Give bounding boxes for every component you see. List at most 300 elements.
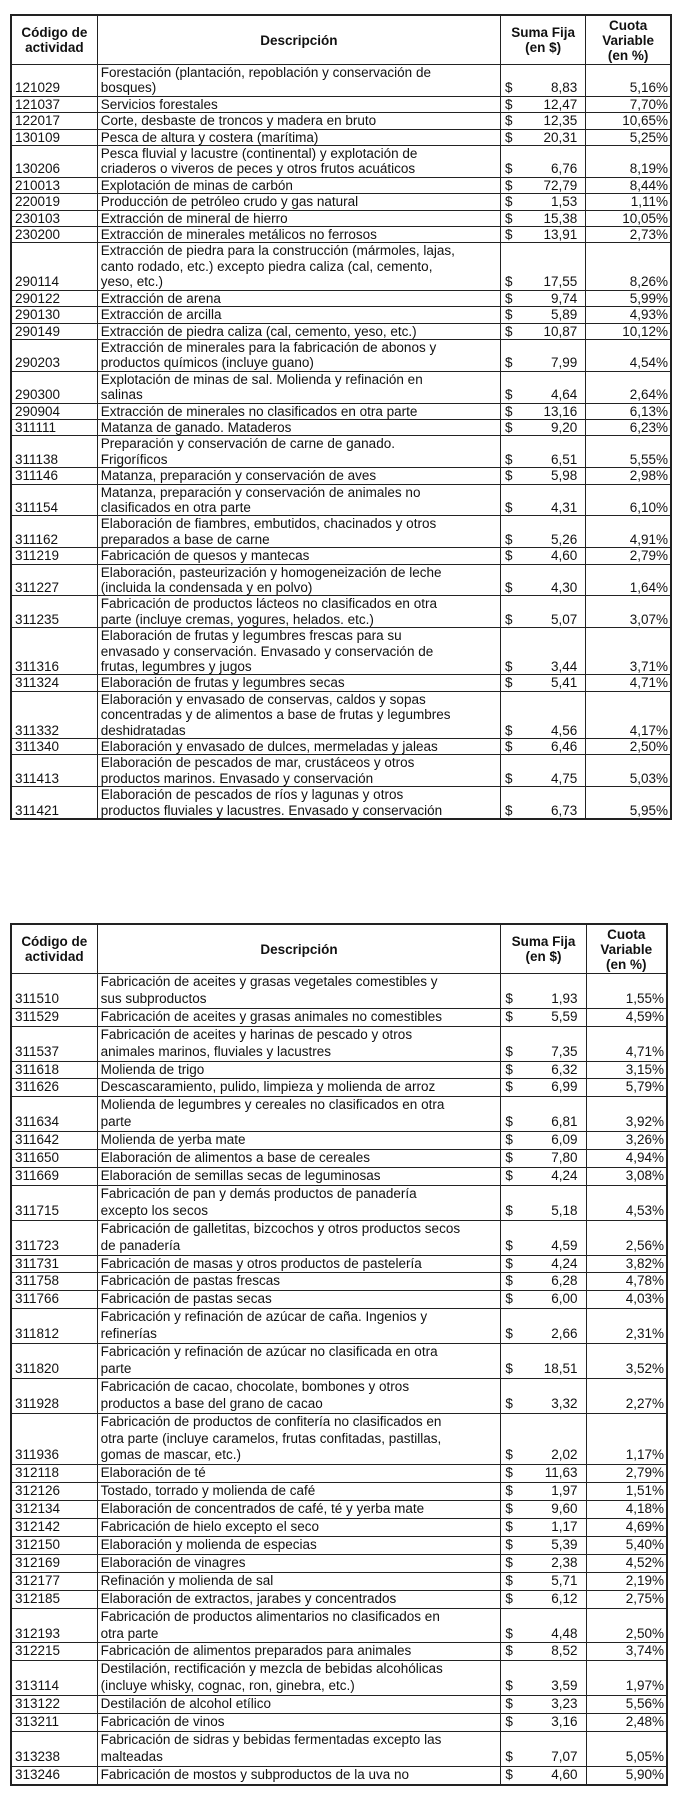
fixed-amount-value: 1,53 xyxy=(550,194,578,210)
fixed-amount xyxy=(501,194,586,210)
activity-code: 311111 xyxy=(11,419,97,435)
variable-rate: 4,03% xyxy=(586,1291,667,1309)
currency-symbol: $ xyxy=(505,1360,513,1376)
activity-code: 290300 xyxy=(11,371,97,403)
description-line: Matanza, preparación y conservación de animales no xyxy=(100,484,421,500)
description-line: preparados a base de carne xyxy=(100,531,270,547)
description-line: Fabricación de productos alimentarios no clasificados en xyxy=(100,1608,440,1624)
currency-symbol: $ xyxy=(505,290,513,306)
table-row xyxy=(11,787,671,819)
activity-code: 312177 xyxy=(11,1572,97,1590)
table-row xyxy=(11,1714,667,1732)
variable-rate: 10,65% xyxy=(586,113,671,129)
currency-symbol: $ xyxy=(505,1132,513,1148)
description-line: bosques) xyxy=(100,80,157,96)
activity-description xyxy=(97,1097,501,1132)
fixed-amount xyxy=(501,96,586,112)
currency-symbol: $ xyxy=(505,1114,513,1130)
fixed-amount-value: 3,23 xyxy=(551,1696,578,1712)
fixed-amount xyxy=(501,787,586,819)
fixed-amount-value: 2,02 xyxy=(551,1447,578,1463)
fixed-amount-value: 3,32 xyxy=(551,1395,578,1411)
variable-rate: 5,05% xyxy=(586,1731,667,1766)
table-row xyxy=(11,1185,667,1220)
currency-symbol: $ xyxy=(505,1678,513,1694)
description-line: Fabricación de pan y demás productos de panadería xyxy=(100,1185,417,1201)
fixed-amount-value: 4,60 xyxy=(551,1766,578,1782)
variable-rate: 2,56% xyxy=(586,1220,667,1255)
currency-symbol: $ xyxy=(505,210,513,226)
table-row xyxy=(11,564,671,596)
fixed-amount xyxy=(501,323,586,339)
activity-code: 311154 xyxy=(11,484,97,516)
description-line: Elaboración, pasteurización y homogeneización de leche xyxy=(100,564,442,580)
description-line: excepto los secos xyxy=(100,1202,208,1218)
table-row xyxy=(11,1661,667,1696)
table-row xyxy=(11,1766,667,1784)
activity-code: 230103 xyxy=(11,210,97,226)
variable-rate: 1,11% xyxy=(586,194,671,210)
table-row xyxy=(11,1413,667,1465)
activity-code: 311146 xyxy=(11,468,97,484)
currency-symbol: $ xyxy=(505,1447,513,1463)
description-line: parte (incluye cremas, yogures, helados. etc.) xyxy=(100,611,374,627)
activity-code: 311634 xyxy=(11,1097,97,1132)
variable-rate: 5,90% xyxy=(586,1766,667,1784)
currency-symbol: $ xyxy=(505,194,513,210)
variable-rate: 6,13% xyxy=(586,403,671,419)
header-description: Descripción xyxy=(97,924,501,974)
table-row xyxy=(11,1731,667,1766)
description-line: Destilación de alcohol etílico xyxy=(100,1696,271,1712)
variable-rate: 1,51% xyxy=(586,1483,667,1501)
description-line: Destilación, rectificación y mezcla de bebidas alcohólicas xyxy=(100,1661,443,1677)
fixed-amount xyxy=(501,1696,586,1714)
fixed-amount xyxy=(501,564,586,596)
fixed-amount xyxy=(501,1483,586,1501)
table-header-row xyxy=(11,15,671,65)
fixed-amount xyxy=(501,1608,586,1643)
fixed-amount xyxy=(501,739,586,755)
currency-symbol: $ xyxy=(505,739,513,755)
description-line: refinerías xyxy=(100,1326,157,1342)
variable-rate: 5,03% xyxy=(586,755,671,787)
currency-symbol: $ xyxy=(505,1537,513,1552)
activity-code: 311928 xyxy=(11,1378,97,1413)
currency-symbol: $ xyxy=(505,1643,513,1659)
table-row xyxy=(11,1026,667,1061)
activity-description xyxy=(97,1291,501,1309)
currency-symbol: $ xyxy=(505,1483,513,1499)
description-line: Fabricación de pastas frescas xyxy=(100,1273,280,1289)
variable-rate: 2,48% xyxy=(586,1714,667,1732)
table-row xyxy=(11,113,671,129)
table-row xyxy=(11,1220,667,1255)
activity-code: 230200 xyxy=(11,227,97,243)
fixed-amount xyxy=(501,1643,586,1661)
variable-rate: 2,98% xyxy=(586,468,671,484)
fixed-amount xyxy=(501,1220,586,1255)
description-line: productos químicos (incluye guano) xyxy=(100,355,314,371)
activity-code: 312169 xyxy=(11,1554,97,1572)
fixed-amount-value: 4,59 xyxy=(551,1237,578,1253)
fixed-amount-value: 9,20 xyxy=(550,419,578,435)
fixed-amount xyxy=(501,548,586,564)
fixed-amount xyxy=(501,371,586,403)
activity-description xyxy=(97,1309,501,1344)
variable-rate: 2,79% xyxy=(586,548,671,564)
description-line: Elaboración de frutas y legumbres secas xyxy=(100,675,345,691)
description-line: Elaboración de alimentos a base de cereales xyxy=(100,1150,371,1166)
table-row xyxy=(11,516,671,548)
currency-symbol: $ xyxy=(505,548,513,564)
fixed-amount xyxy=(501,1501,586,1519)
fixed-amount xyxy=(501,113,586,129)
description-line: Fabricación y refinación de azúcar de caña. Ingenios y xyxy=(100,1309,428,1325)
activity-description xyxy=(97,564,500,596)
activity-description xyxy=(97,1378,501,1413)
variable-rate: 2,75% xyxy=(586,1590,667,1608)
fixed-amount-value: 6,99 xyxy=(551,1079,578,1095)
variable-rate: 2,64% xyxy=(586,371,671,403)
fixed-amount xyxy=(501,1291,586,1309)
activity-code: 313211 xyxy=(11,1714,97,1732)
header-code: Código de actividad xyxy=(11,924,97,974)
table-row xyxy=(11,403,671,419)
activity-code: 122017 xyxy=(11,113,97,129)
activity-description xyxy=(97,1590,501,1608)
description-line: Elaboración de semillas secas de leguminosas xyxy=(100,1167,381,1183)
fixed-amount-value: 5,26 xyxy=(550,531,578,547)
fixed-amount-value: 5,41 xyxy=(550,675,578,691)
currency-symbol: $ xyxy=(505,1625,513,1641)
table-row xyxy=(11,691,671,738)
currency-symbol: $ xyxy=(505,1696,513,1712)
activity-code: 312126 xyxy=(11,1483,97,1501)
variable-rate: 3,82% xyxy=(586,1255,667,1273)
activity-code: 312215 xyxy=(11,1643,97,1661)
fixed-amount xyxy=(501,1026,586,1061)
currency-symbol: $ xyxy=(505,113,513,129)
description-line: de panadería xyxy=(100,1237,181,1253)
currency-symbol: $ xyxy=(505,802,513,818)
activity-description xyxy=(97,419,500,435)
variable-rate: 3,74% xyxy=(586,1643,667,1661)
table-row xyxy=(11,596,671,628)
activity-code: 311758 xyxy=(11,1273,97,1291)
table-body xyxy=(11,65,671,820)
currency-symbol: $ xyxy=(505,1326,513,1342)
fixed-amount xyxy=(501,468,586,484)
currency-symbol: $ xyxy=(505,451,513,467)
fixed-amount xyxy=(501,1590,586,1608)
fixed-amount-value: 4,24 xyxy=(551,1255,578,1271)
table-row xyxy=(11,339,671,371)
fixed-amount-value: 5,89 xyxy=(550,307,578,323)
description-line: Extracción de arcilla xyxy=(100,307,222,323)
table-row xyxy=(11,675,671,691)
currency-symbol: $ xyxy=(505,1554,513,1570)
variable-rate: 3,52% xyxy=(586,1344,667,1379)
description-line: (incluida la condensada y en polvo) xyxy=(100,580,313,595)
variable-rate: 4,91% xyxy=(586,516,671,548)
activity-code: 311235 xyxy=(11,596,97,628)
description-line: canto rodado, etc.) excepto piedra caliza (cal, cemento, xyxy=(100,258,433,274)
currency-symbol: $ xyxy=(505,1273,513,1289)
activity-code: 311715 xyxy=(11,1185,97,1220)
table-row xyxy=(11,1590,667,1608)
activity-description xyxy=(97,755,500,787)
currency-symbol: $ xyxy=(505,1395,513,1411)
description-line: envasado y conservación. Envasado y conservación de xyxy=(100,643,434,659)
description-line: otra parte (incluye caramelos, frutas confitadas, pastillas, xyxy=(100,1430,442,1446)
variable-rate: 8,26% xyxy=(586,243,671,290)
description-line: Elaboración de vinagres xyxy=(100,1554,246,1570)
currency-symbol: $ xyxy=(505,722,513,738)
activity-code: 311219 xyxy=(11,548,97,564)
variable-rate: 4,59% xyxy=(586,1008,667,1026)
variable-rate: 6,10% xyxy=(586,484,671,516)
activity-code: 311162 xyxy=(11,516,97,548)
currency-symbol: $ xyxy=(505,1291,513,1307)
description-line: malteadas xyxy=(100,1748,163,1764)
description-line: salinas xyxy=(100,387,143,403)
description-line: clasificados en otra parte xyxy=(100,499,251,515)
fixed-amount-value: 15,38 xyxy=(543,210,578,226)
activity-code: 311332 xyxy=(11,691,97,738)
table-row xyxy=(11,194,671,210)
activity-description xyxy=(97,1132,501,1150)
fixed-amount-value: 3,44 xyxy=(550,659,578,675)
variable-rate: 8,44% xyxy=(586,177,671,193)
activity-code: 210013 xyxy=(11,177,97,193)
description-line: Elaboración de té xyxy=(100,1465,206,1481)
fixed-amount xyxy=(501,1554,586,1572)
variable-rate: 1,64% xyxy=(586,564,671,596)
activity-description xyxy=(97,1483,501,1501)
variable-rate: 4,69% xyxy=(586,1519,667,1537)
variable-rate: 4,17% xyxy=(586,691,671,738)
description-line: Fabricación de aceites y grasas animales no comestibles xyxy=(100,1008,443,1024)
currency-symbol: $ xyxy=(505,80,513,96)
fixed-amount xyxy=(501,419,586,435)
activity-code: 311936 xyxy=(11,1413,97,1465)
description-line: parte xyxy=(100,1114,132,1130)
activity-code: 311138 xyxy=(11,436,97,468)
activity-description xyxy=(97,516,500,548)
fixed-amount-value: 6,51 xyxy=(550,451,578,467)
description-line: Frigoríficos xyxy=(100,451,168,467)
variable-rate: 4,78% xyxy=(586,1273,667,1291)
fixed-amount-value: 20,31 xyxy=(543,129,578,145)
description-line: Fabricación y refinación de azúcar no clasificada en otra xyxy=(100,1344,438,1360)
activity-description xyxy=(97,1643,501,1661)
fixed-amount xyxy=(501,1344,586,1379)
activity-description xyxy=(97,1413,501,1465)
fixed-amount-value: 2,66 xyxy=(551,1326,578,1342)
fixed-amount xyxy=(501,1273,586,1291)
currency-symbol: $ xyxy=(505,1714,513,1730)
description-line: productos fluviales y lacustres. Envasado y conservación xyxy=(100,802,443,818)
variable-rate: 5,56% xyxy=(586,1696,667,1714)
table-row xyxy=(11,436,671,468)
fixed-amount-value: 10,87 xyxy=(543,323,578,339)
table-row xyxy=(11,1501,667,1519)
activity-code: 311626 xyxy=(11,1079,97,1097)
fixed-amount-value: 6,46 xyxy=(550,739,578,755)
variable-rate: 4,52% xyxy=(586,1554,667,1572)
activity-code: 311227 xyxy=(11,564,97,596)
table-row xyxy=(11,419,671,435)
activity-code: 311812 xyxy=(11,1309,97,1344)
description-line: Fabricación de quesos y mantecas xyxy=(100,548,310,564)
activity-code: 313238 xyxy=(11,1731,97,1766)
activity-description xyxy=(97,1273,501,1291)
fixed-amount-value: 5,59 xyxy=(551,1008,578,1024)
currency-symbol: $ xyxy=(505,177,513,193)
variable-rate: 7,70% xyxy=(586,96,671,112)
table-row xyxy=(11,1255,667,1273)
activity-description xyxy=(97,307,500,323)
description-line: gomas de mascar, etc.) xyxy=(100,1447,241,1463)
table-row xyxy=(11,1167,667,1185)
fixed-amount xyxy=(501,1150,586,1168)
description-line: Extracción de minerales no clasificados en otra parte xyxy=(100,403,418,419)
fixed-amount xyxy=(501,1661,586,1696)
variable-rate: 5,79% xyxy=(586,1079,667,1097)
activity-code: 130206 xyxy=(11,146,97,178)
table-header-row xyxy=(11,924,667,974)
activity-code: 121029 xyxy=(11,65,97,97)
activity-code: 220019 xyxy=(11,194,97,210)
activity-code: 311642 xyxy=(11,1132,97,1150)
description-line: Molienda de trigo xyxy=(100,1061,205,1077)
variable-rate: 4,54% xyxy=(586,339,671,371)
fixed-amount xyxy=(501,1097,586,1132)
table-row xyxy=(11,177,671,193)
description-line: Fabricación de pastas secas xyxy=(100,1291,272,1307)
fixed-amount-value: 8,52 xyxy=(551,1643,578,1659)
description-line: Descascaramiento, pulido, limpieza y molienda de arroz xyxy=(100,1079,436,1095)
fixed-amount-value: 3,59 xyxy=(551,1678,578,1694)
variable-rate: 8,19% xyxy=(586,146,671,178)
activity-code: 312134 xyxy=(11,1501,97,1519)
activity-description xyxy=(97,1150,501,1168)
currency-symbol: $ xyxy=(505,387,513,403)
fixed-amount xyxy=(501,1061,586,1079)
activity-description xyxy=(97,65,500,97)
description-line: (incluye whisky, cognac, ron, ginebra, etc.) xyxy=(100,1678,355,1694)
variable-rate: 2,19% xyxy=(586,1572,667,1590)
description-line: Extracción de mineral de hierro xyxy=(100,210,288,226)
currency-symbol: $ xyxy=(505,1008,513,1024)
currency-symbol: $ xyxy=(505,161,513,177)
activity-code: 311820 xyxy=(11,1344,97,1379)
table-row xyxy=(11,146,671,178)
variable-rate: 1,97% xyxy=(586,1661,667,1696)
table-row xyxy=(11,129,671,145)
description-line: Extracción de piedra para la construcción (mármoles, lajas, xyxy=(100,243,455,259)
fixed-amount xyxy=(501,1255,586,1273)
activity-code: 313246 xyxy=(11,1766,97,1784)
table-row xyxy=(11,548,671,564)
activity-description xyxy=(97,468,500,484)
description-line: Refinación y molienda de sal xyxy=(100,1572,274,1588)
variable-rate: 4,93% xyxy=(586,307,671,323)
table-row xyxy=(11,1608,667,1643)
activity-code: 311650 xyxy=(11,1150,97,1168)
activity-code: 312150 xyxy=(11,1537,97,1555)
activity-code: 290203 xyxy=(11,339,97,371)
fixed-amount-value: 8,83 xyxy=(550,80,578,96)
fixed-amount xyxy=(501,1413,586,1465)
variable-rate: 2,31% xyxy=(586,1309,667,1344)
description-line: Producción de petróleo crudo y gas natural xyxy=(100,194,359,210)
fixed-amount-value: 4,75 xyxy=(550,770,578,786)
table-row xyxy=(11,1643,667,1661)
table-row xyxy=(11,307,671,323)
table-row xyxy=(11,210,671,226)
variable-rate: 6,23% xyxy=(586,419,671,435)
table-row xyxy=(11,1150,667,1168)
activity-description xyxy=(97,436,500,468)
activity-description xyxy=(97,1537,501,1555)
description-line: animales marinos, fluviales y lacustres xyxy=(100,1043,331,1059)
activity-code: 121037 xyxy=(11,96,97,112)
activity-code: 313122 xyxy=(11,1696,97,1714)
activity-code: 312118 xyxy=(11,1465,97,1483)
fixed-amount-value: 5,07 xyxy=(550,611,578,627)
description-line: productos marinos. Envasado y conservación xyxy=(100,770,374,786)
variable-rate: 3,07% xyxy=(586,596,671,628)
variable-rate: 4,53% xyxy=(586,1185,667,1220)
fixed-amount-value: 6,73 xyxy=(550,802,578,818)
currency-symbol: $ xyxy=(505,659,513,675)
description-line: Explotación de minas de carbón xyxy=(100,177,293,193)
currency-symbol: $ xyxy=(505,611,513,627)
activity-description xyxy=(97,371,500,403)
fixed-amount-value: 72,79 xyxy=(543,177,578,193)
activity-code: 130109 xyxy=(11,129,97,145)
description-line: Explotación de minas de sal. Molienda y refinación en xyxy=(100,371,423,387)
description-line: Preparación y conservación de carne de ganado. xyxy=(100,436,395,452)
table-body xyxy=(11,974,667,1785)
description-line: Molienda de yerba mate xyxy=(100,1132,246,1148)
activity-code: 312185 xyxy=(11,1590,97,1608)
currency-symbol: $ xyxy=(505,419,513,435)
activity-description xyxy=(97,1608,501,1643)
fixed-amount-value: 6,76 xyxy=(550,161,578,177)
fixed-amount xyxy=(501,516,586,548)
currency-symbol: $ xyxy=(505,1043,513,1059)
fixed-amount xyxy=(501,1537,586,1555)
activity-code: 311618 xyxy=(11,1061,97,1079)
description-line: Fabricación de vinos xyxy=(100,1714,225,1730)
table-row xyxy=(11,1344,667,1379)
currency-symbol: $ xyxy=(505,1519,513,1535)
description-line: Fabricación de cacao, chocolate, bombones y otros xyxy=(100,1378,410,1394)
description-line: Elaboración y envasado de dulces, mermeladas y jaleas xyxy=(100,739,438,755)
activity-description xyxy=(97,177,500,193)
variable-rate: 3,08% xyxy=(586,1167,667,1185)
activity-rates-table-1 xyxy=(10,14,672,820)
activity-description xyxy=(97,210,500,226)
fixed-amount xyxy=(501,596,586,628)
fixed-amount-value: 9,60 xyxy=(551,1501,578,1517)
table-row xyxy=(11,1291,667,1309)
description-line: Matanza, preparación y conservación de aves xyxy=(100,468,377,484)
table-row xyxy=(11,1097,667,1132)
